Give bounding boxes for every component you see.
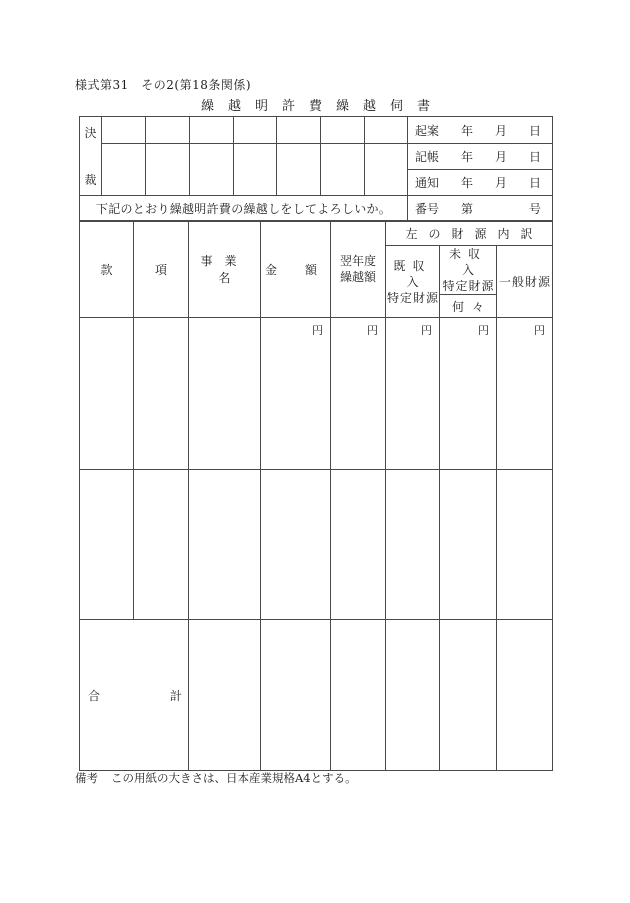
request-text-cell: [80, 196, 408, 222]
year-label: 年: [460, 176, 473, 190]
entry-cell-next-year-carryover[interactable]: [331, 470, 386, 620]
document-title: [79, 95, 552, 114]
month-label: 月: [494, 176, 507, 190]
col-header-amount: 金 額: [261, 221, 331, 318]
total-label-left: 合: [88, 688, 101, 703]
total-cell-received-specific-funds[interactable]: [386, 620, 440, 771]
approval-stamp-cell[interactable]: [146, 144, 190, 196]
col-header-general-funds: 一般財源: [497, 246, 553, 318]
col-group-funding-breakdown: 左の財源内訳: [386, 221, 553, 246]
col-header-unreceived-specific-funds: 未収入 特定財源: [440, 246, 497, 295]
approval-label-top: 決: [84, 126, 97, 140]
yen-unit-label: 円: [312, 324, 323, 337]
draft-date-row: [408, 117, 553, 144]
total-cell-next-year-carryover[interactable]: [331, 620, 386, 771]
form-number: 様式第31 その2(第18条関係): [75, 78, 252, 92]
entry-cell-general-funds[interactable]: [497, 318, 553, 470]
total-row-label-cell: [80, 620, 189, 771]
col-header-item: 項: [134, 221, 189, 318]
total-cell-project-name[interactable]: [189, 620, 261, 771]
approval-label-cell: [80, 117, 102, 196]
col-header-received-specific-funds: 既収入 特定財源: [386, 246, 440, 318]
approval-stamp-cell[interactable]: [365, 117, 408, 144]
notice-date-label: 通知: [415, 176, 440, 190]
remarks-text: この用紙の大きさは、日本産業規格A4とする。: [111, 771, 357, 785]
entry-cell-unreceived-specific-funds[interactable]: [440, 318, 497, 470]
month-label: 月: [494, 150, 507, 164]
day-label: 日: [528, 150, 541, 164]
number-label: 番号: [415, 202, 440, 216]
approval-stamp-cell[interactable]: [102, 144, 146, 196]
approval-stamp-cell[interactable]: [321, 144, 365, 196]
total-cell-amount[interactable]: [261, 620, 331, 771]
approval-stamp-cell[interactable]: [234, 117, 277, 144]
entry-cell-unreceived-specific-funds[interactable]: [440, 470, 497, 620]
entry-cell-section[interactable]: [80, 470, 134, 620]
entry-cell-project-name[interactable]: [189, 318, 261, 470]
approval-stamp-cell[interactable]: [234, 144, 277, 196]
approval-label-bottom: 裁: [84, 173, 97, 187]
entry-cell-item[interactable]: [134, 318, 189, 470]
year-label: 年: [460, 150, 473, 164]
entry-cell-next-year-carryover[interactable]: [331, 318, 386, 470]
carryover-table: [79, 220, 553, 771]
col-header-project-name: 事業名: [189, 221, 261, 318]
approval-table: [79, 116, 553, 222]
entry-cell-received-specific-funds[interactable]: [386, 470, 440, 620]
entry-cell-received-specific-funds[interactable]: [386, 318, 440, 470]
approval-stamp-cell[interactable]: [277, 144, 321, 196]
record-date-label: 記帳: [415, 150, 440, 164]
day-label: 日: [528, 176, 541, 190]
remarks-label: 備考: [75, 771, 98, 785]
approval-stamp-cell[interactable]: [321, 117, 365, 144]
draft-date-label: 起案: [415, 123, 440, 138]
yen-unit-label: 円: [421, 324, 432, 337]
remarks-line: [75, 770, 357, 786]
record-date-row: [408, 144, 553, 170]
col-header-funds-detail-placeholder: 何々: [440, 295, 497, 318]
yen-unit-label: 円: [478, 324, 489, 337]
entry-cell-section[interactable]: [80, 318, 134, 470]
col-header-next-year-carryover: 翌年度 繰越額: [331, 221, 386, 318]
approval-stamp-cell[interactable]: [146, 117, 190, 144]
total-label-right: 計: [169, 688, 182, 703]
entry-cell-amount[interactable]: [261, 470, 331, 620]
entry-cell-item[interactable]: [134, 470, 189, 620]
year-label: 年: [460, 123, 473, 138]
request-text: 下記のとおり繰越明許費の繰越しをしてよろしいか。: [95, 202, 392, 216]
month-label: 月: [494, 123, 507, 138]
entry-cell-general-funds[interactable]: [497, 470, 553, 620]
number-row: [408, 196, 553, 222]
col-header-section: 款: [80, 221, 134, 318]
entry-cell-project-name[interactable]: [189, 470, 261, 620]
notice-date-row: [408, 170, 553, 196]
total-cell-general-funds[interactable]: [497, 620, 553, 771]
day-label: 日: [528, 123, 541, 138]
total-cell-unreceived-specific-funds[interactable]: [440, 620, 497, 771]
approval-stamp-cell[interactable]: [102, 117, 146, 144]
approval-stamp-cell[interactable]: [365, 144, 408, 196]
approval-stamp-cell[interactable]: [190, 117, 234, 144]
yen-unit-label: 円: [367, 324, 378, 337]
yen-unit-label: 円: [534, 324, 545, 337]
entry-cell-amount[interactable]: [261, 318, 331, 470]
document-title-text: 繰越明許費繰越伺書: [200, 99, 444, 114]
number-suffix-label: 号: [528, 202, 541, 216]
number-prefix-label: 第: [460, 202, 473, 216]
approval-stamp-cell[interactable]: [277, 117, 321, 144]
approval-stamp-cell[interactable]: [190, 144, 234, 196]
